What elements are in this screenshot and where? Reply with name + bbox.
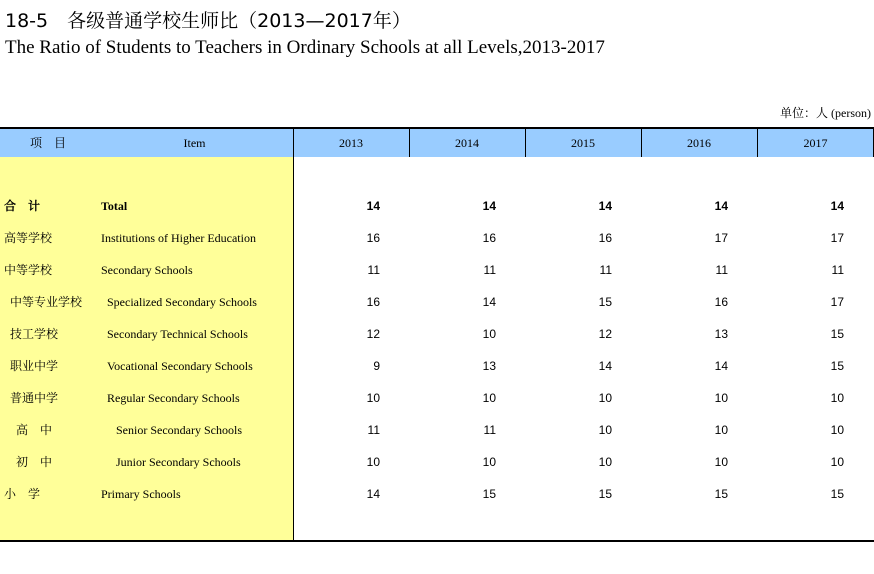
header-divider: [409, 129, 410, 157]
page-title-chinese: 18-5 各级普通学校生师比（2013—2017年）: [5, 10, 411, 32]
table-row: [0, 230, 874, 262]
value-2017: 15: [830, 487, 844, 501]
value-2016: 14: [714, 199, 728, 213]
value-2016: 10: [714, 455, 728, 469]
value-2015: 11: [599, 263, 612, 277]
value-2015: 16: [598, 231, 612, 245]
row-label-english: Junior Secondary Schools: [116, 455, 241, 469]
header-year-2013: 2013: [339, 136, 363, 150]
table-row: [0, 326, 874, 358]
value-2017: 15: [830, 327, 844, 341]
row-label-english: Secondary Technical Schools: [107, 327, 248, 341]
header-divider: [641, 129, 642, 157]
table-row: [0, 294, 874, 326]
value-2013: 14: [366, 199, 380, 213]
value-2014: 14: [482, 295, 496, 309]
unit-label-english: (person): [828, 106, 871, 120]
value-2013: 11: [367, 423, 380, 437]
table-row-total: [0, 198, 874, 230]
header-item-chinese: 项 目: [29, 136, 66, 150]
value-2015: 14: [598, 359, 612, 373]
value-2016: 17: [714, 231, 728, 245]
value-2014: 16: [482, 231, 496, 245]
value-2016: 15: [714, 487, 728, 501]
value-2016: 10: [714, 391, 728, 405]
value-2013: 12: [366, 327, 380, 341]
value-2013: 11: [367, 263, 380, 277]
row-label-english: Total: [101, 199, 128, 213]
page-title-english: The Ratio of Students to Teachers in Ordinary Schools at all Levels,2013-2017: [5, 37, 605, 58]
header-divider: [757, 129, 758, 157]
unit-label: [780, 104, 871, 121]
row-label-chinese: 中等学校: [4, 263, 53, 277]
value-2013: 16: [366, 231, 380, 245]
table-row: [0, 262, 874, 294]
value-2017: 10: [830, 423, 844, 437]
value-2015: 10: [598, 455, 612, 469]
header-divider: [525, 129, 526, 157]
value-2015: 15: [598, 295, 612, 309]
value-2015: 10: [598, 391, 612, 405]
value-2017: 11: [831, 263, 844, 277]
value-2015: 12: [598, 327, 612, 341]
value-2016: 16: [714, 295, 728, 309]
value-2014: 10: [482, 391, 496, 405]
value-2013: 14: [366, 487, 380, 501]
table-header: [0, 129, 874, 157]
value-2014: 15: [482, 487, 496, 501]
value-2017: 10: [830, 455, 844, 469]
value-2014: 13: [482, 359, 496, 373]
row-label-chinese: 合 计: [4, 199, 41, 213]
header-year-2014: 2014: [455, 136, 479, 150]
value-2015: 10: [598, 423, 612, 437]
row-label-chinese: 普通中学: [10, 391, 59, 405]
value-2016: 10: [714, 423, 728, 437]
row-label-chinese: 职业中学: [10, 359, 59, 373]
table-bottom-rule: [0, 540, 874, 542]
row-label-english: Senior Secondary Schools: [116, 423, 242, 437]
row-label-english: Secondary Schools: [101, 263, 193, 277]
row-label-chinese: 技工学校: [10, 327, 59, 341]
header-year-2017: 2017: [803, 136, 828, 150]
value-2014: 11: [483, 423, 496, 437]
row-label-english: Regular Secondary Schools: [107, 391, 240, 405]
row-label-chinese: 初 中: [16, 455, 53, 469]
table-row: [0, 390, 874, 422]
value-2014: 14: [482, 199, 496, 213]
value-2016: 14: [714, 359, 728, 373]
table-row: [0, 486, 874, 518]
value-2016: 11: [715, 263, 728, 277]
header-item-english: Item: [183, 136, 206, 150]
value-2014: 10: [482, 455, 496, 469]
row-label-chinese: 高等学校: [4, 231, 53, 245]
value-2013: 10: [366, 391, 380, 405]
header-year-2016: 2016: [687, 136, 711, 150]
unit-label-chinese: 单位：人: [780, 106, 829, 120]
value-2014: 11: [483, 263, 496, 277]
value-2013: 9: [373, 359, 380, 373]
value-2014: 10: [482, 327, 496, 341]
value-2017: 14: [830, 199, 844, 213]
table-row: [0, 454, 874, 486]
value-2015: 14: [598, 199, 612, 213]
value-2017: 17: [830, 295, 844, 309]
value-2017: 17: [830, 231, 844, 245]
value-2016: 13: [714, 327, 728, 341]
header-year-2015: 2015: [571, 136, 595, 150]
row-label-chinese: 高 中: [16, 423, 53, 437]
value-2015: 15: [598, 487, 612, 501]
row-label-chinese: 小 学: [4, 487, 41, 501]
row-label-english: Primary Schools: [101, 487, 181, 501]
value-2017: 10: [830, 391, 844, 405]
value-2013: 16: [366, 295, 380, 309]
row-label-english: Vocational Secondary Schools: [107, 359, 253, 373]
row-label-english: Institutions of Higher Education: [101, 231, 256, 245]
value-2013: 10: [366, 455, 380, 469]
row-label-chinese: 中等专业学校: [10, 295, 83, 309]
table-row: [0, 358, 874, 390]
table-row: [0, 422, 874, 454]
value-2017: 15: [830, 359, 844, 373]
row-label-english: Specialized Secondary Schools: [107, 295, 257, 309]
